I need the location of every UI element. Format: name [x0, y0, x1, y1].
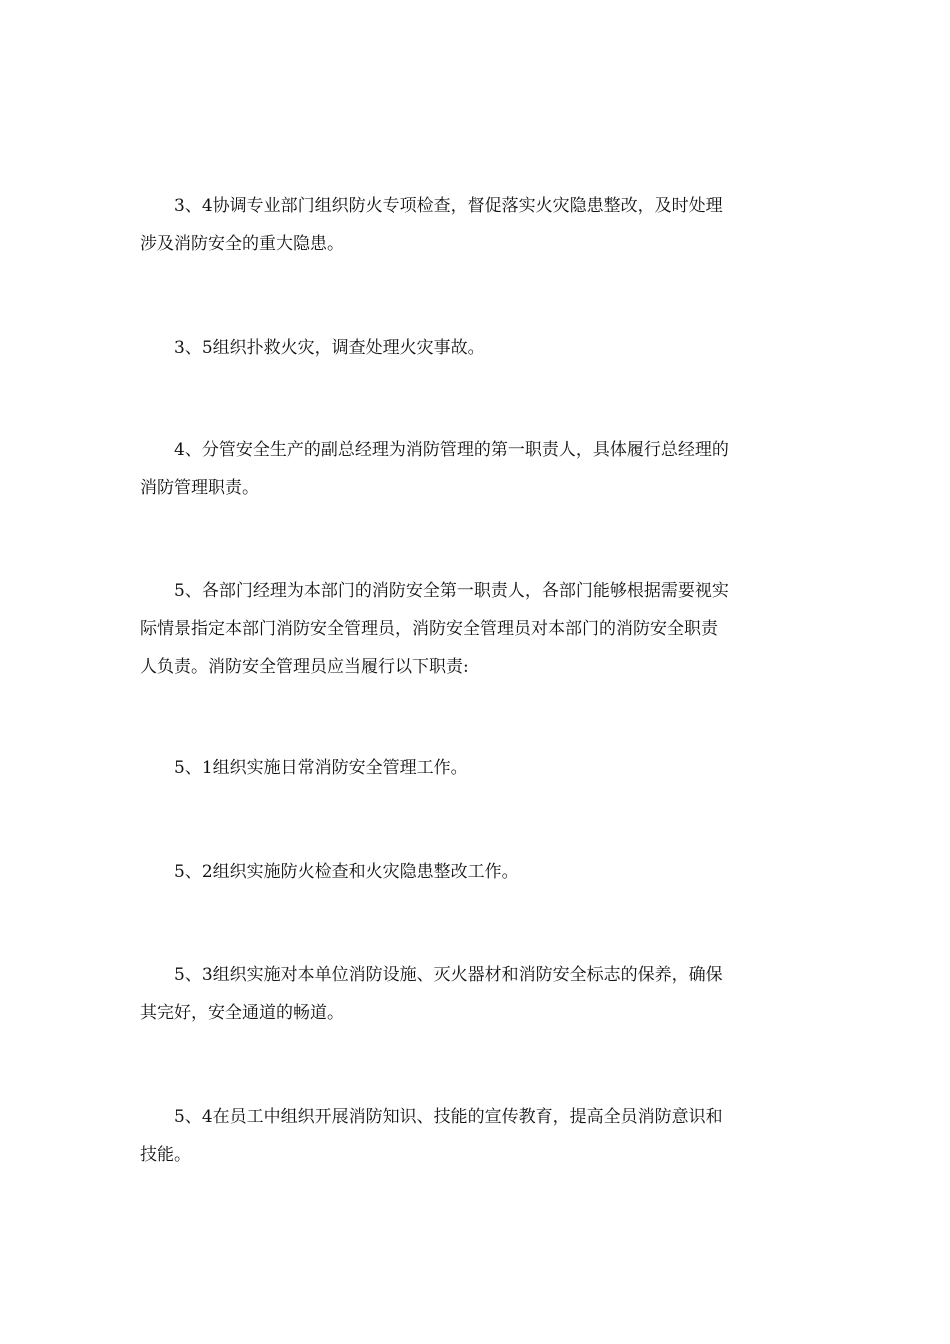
text-line: 5、4在员工中组织开展消防知识、技能的宣传教育，提高全员消防意识和	[174, 1107, 723, 1127]
text-line: 3、5组织扑救火灾，调查处理火灾事故。	[174, 338, 485, 358]
text-line: 技能。	[140, 1145, 191, 1165]
paragraph-3-4	[140, 187, 800, 263]
text-line: 人负责。消防安全管理员应当履行以下职责:	[140, 657, 469, 677]
text-line: 际情景指定本部门消防安全管理员，消防安全管理员对本部门的消防安全职责	[140, 619, 718, 639]
text-line: 消防管理职责。	[140, 478, 259, 498]
text-line: 3、4协调专业部门组织防火专项检查，督促落实火灾隐患整改，及时处理	[174, 196, 723, 216]
text-line: 5、各部门经理为本部门的消防安全第一职责人，各部门能够根据需要视实	[174, 581, 729, 601]
paragraph-5-3	[140, 956, 800, 1032]
text-line: 5、1组织实施日常消防安全管理工作。	[174, 758, 468, 778]
text-line: 其完好，安全通道的畅道。	[140, 1003, 344, 1023]
text-line: 涉及消防安全的重大隐患。	[140, 234, 344, 254]
paragraph-5-2	[140, 853, 800, 891]
paragraph-3-5	[140, 329, 800, 367]
paragraph-4	[140, 431, 800, 507]
text-line: 5、3组织实施对本单位消防设施、灭火器材和消防安全标志的保养，确保	[174, 965, 723, 985]
paragraph-5	[140, 572, 800, 686]
text-line: 4、分管安全生产的副总经理为消防管理的第一职责人，具体履行总经理的	[174, 440, 729, 460]
text-line: 5、2组织实施防火检查和火灾隐患整改工作。	[174, 862, 519, 882]
paragraph-5-4	[140, 1098, 800, 1174]
paragraph-5-1	[140, 749, 800, 787]
